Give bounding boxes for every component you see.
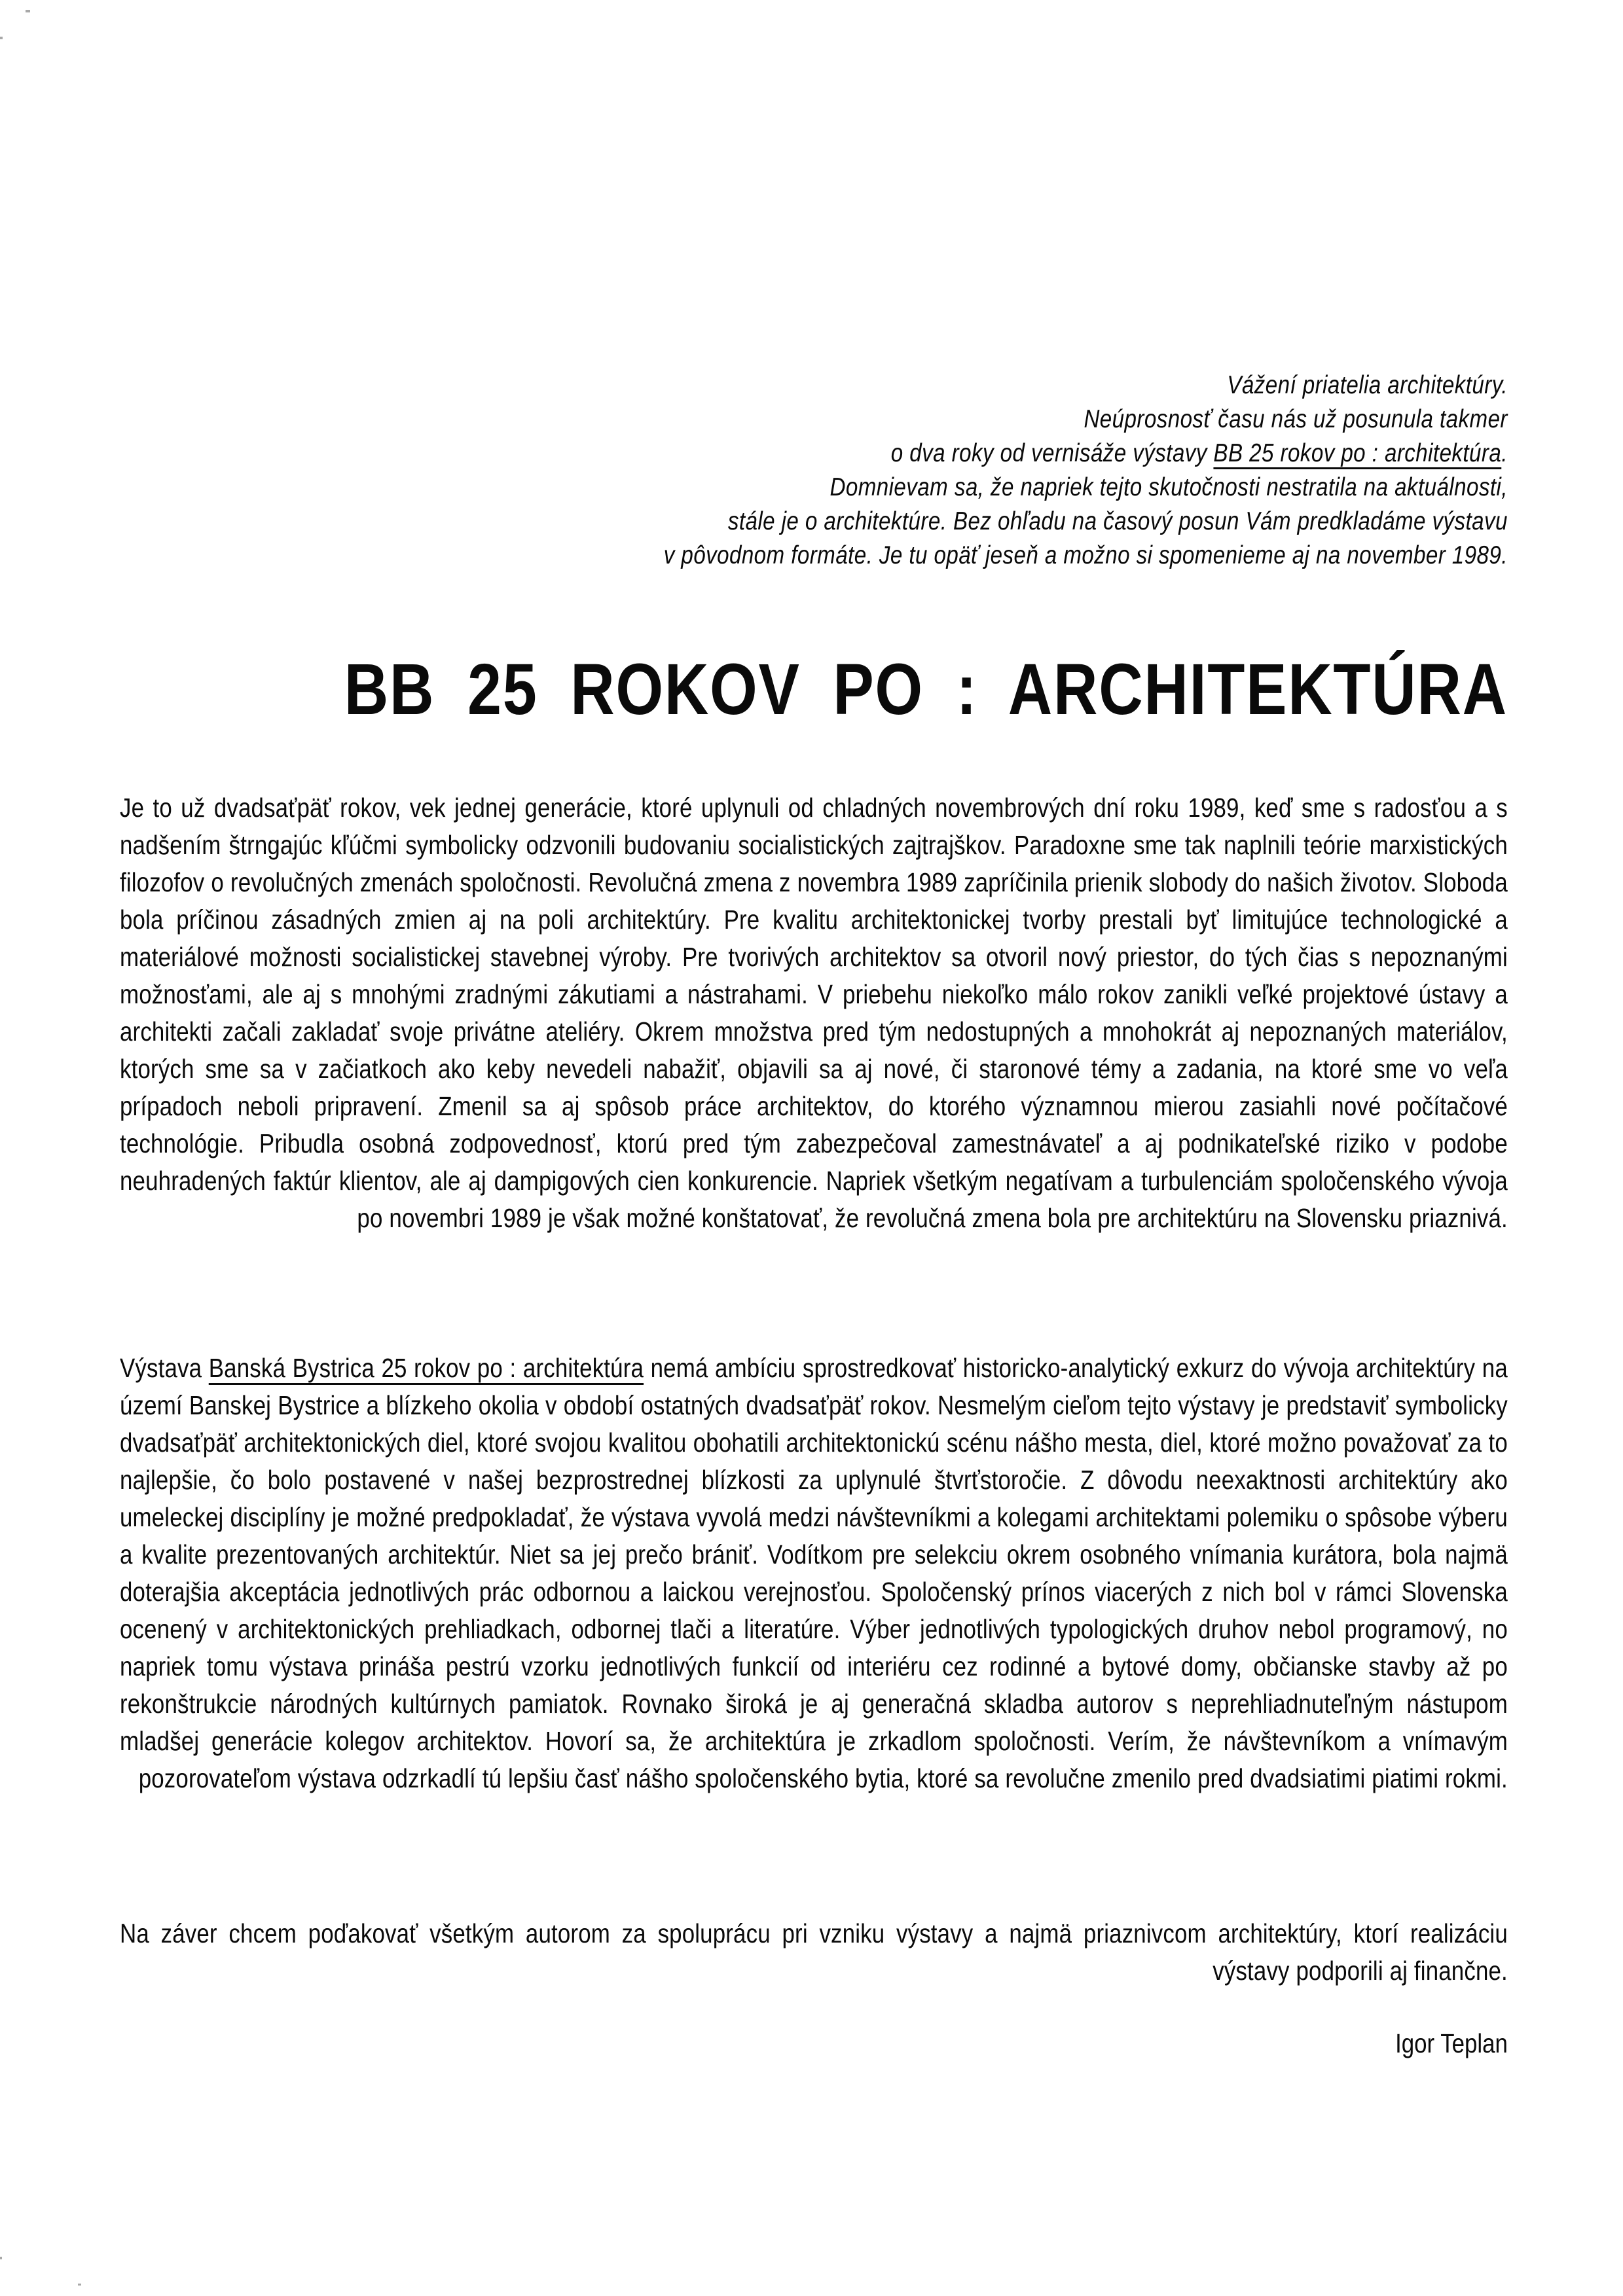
body-paragraph-1 — [120, 789, 1508, 1237]
text-segment: . — [1501, 439, 1508, 467]
preamble-line — [120, 471, 1508, 505]
preamble-line — [120, 368, 1508, 403]
text-segment: o dva roky od vernisáže výstavy — [890, 439, 1214, 467]
text-segment: Výstava — [120, 1353, 209, 1383]
preamble-line — [120, 437, 1508, 471]
text-segment: Na záver chcem poďakovať všetkým autorom za spoluprácu pri vzniku výstavy a najmä priaznivcom architektúry, ktorí realizáciu výstavy podporili aj finančne. — [120, 1918, 1508, 1986]
text-column — [120, 0, 1508, 2296]
text-segment: nemá ambíciu sprostredkovať historicko-analytický exkurz do vývoja architektúry na území Banskej Bystrice a blízkeho okolia v období ostatných dvadsaťpäť rokov. Nesmelým cieľom tejto výstavy je predstaviť symbolicky dvadsaťpäť architektonických diel, ktoré svojou kvalitou obohatili architektonickú scénu nášho mesta, diel, ktoré možno považovať za to najlepšie, čo bolo postavené v našej bezprostrednej blízkosti za uplynulé štvrťstoročie. Z dôvodu neexaktnosti architektúry ako umeleckej disciplíny je možné predpokladať, že výstava vyvolá medzi návštevníkmi a kolegami architektami polemiku o spôsobe výberu a kvalite prezentovaných architektúr. Niet sa jej prečo brániť. Vodítkom pre selekciu okrem osobného vnímania kurátora, bola najmä doterajšia akceptácia jednotlivých prác odbornou a laickou verejnosťou. Spoločenský prínos viacerých z nich bol v rámci Slovenska ocenený v architektonických prehliadkach, odbornej tlači a literatúre. Výber jednotlivých typologických druhov nebol programový, no napriek tomu výstava prináša pestrú vzorku jednotlivých funkcií od interiéru cez rodinné a bytové domy, občianske stavby až po rekonštrukcie národných kultúrnych pamiatok. Rovnako široká je aj generačná skladba autorov s neprehliadnuteľným nástupom mladšej generácie kolegov architektov. Hovorí sa, že architektúra je zrkadlom spoločnosti. Verím, že návštevníkom a vnímavým pozorovateľom výstava odzrkadlí tú lepšiu časť nášho spoločenského bytia, ktoré sa revolučne zmenilo pred dvadsiatimi piatimi rokmi. — [120, 1353, 1508, 1793]
underlined-phrase: Banská Bystrica 25 rokov po : architektúra — [208, 1353, 644, 1383]
preamble-line — [120, 505, 1508, 539]
text-segment: stále je o architektúre. Bez ohľadu na časový posun Vám predkladáme výstavu — [727, 507, 1508, 535]
scan-artifact — [78, 2284, 81, 2286]
scan-artifact — [0, 37, 3, 39]
preamble — [120, 368, 1508, 573]
text-segment: Je to už dvadsaťpäť rokov, vek jednej generácie, ktoré uplynuli od chladných novembrových dní roku 1989, keď sme s radosťou a s nadšením štrngajúc kľúčmi symbolicky odzvonili budovaniu socialistických zajtrajškov. Paradoxne sme tak naplnili teórie marxistických filozofov o revolučných zmenách spoločnosti. Revolučná zmena z novembra 1989 zapríčinila prienik slobody do našich životov. Sloboda bola príčinou zásadných zmien aj na poli architektúry. Pre kvalitu architektonickej tvorby prestali byť limitujúce technologické a materiálové možnosti socialistickej stavebnej výroby. Pre tvorivých architektov sa otvoril nový priestor, do tých čias s nepoznanými možnosťami, ale aj s mnohými zradnými zákutiami a nástrahami. V priebehu niekoľko málo rokov zanikli veľké projektové ústavy a architekti začali zakladať svoje privátne ateliéry. Okrem množstva pred tým nedostupných a mnohokrát aj nepoznaných materiálov, ktorých sme sa v začiatkoch ako keby nevedeli nabažiť, objavili sa aj nové, či staronové témy a zadania, na ktoré sme vo veľa prípadoch neboli pripravení. Zmenil sa aj spôsob práce architektov, do ktorého významnou mierou zasiahli nové počítačové technológie. Pribudla osobná zodpovednosť, ktorú pred tým zabezpečoval zamestnávateľ a aj podnikateľské riziko v podobe neuhradených faktúr klientov, ale aj dampigových cien konkurencie. Napriek všetkým negatívam a turbulenciám spoločenského vývoja po novembri 1989 je však možné konštatovať, že revolučná zmena bola pre architektúru na Slovensku priaznivá. — [120, 793, 1508, 1233]
text-segment: v pôvodnom formáte. Je tu opäť jeseň a možno si spomenieme aj na november 1989. — [663, 541, 1508, 569]
text-segment: Domnievam sa, že napriek tejto skutočnosti nestratila na aktuálnosti, — [830, 473, 1508, 501]
scan-artifact — [0, 2257, 2, 2259]
text-segment: Vážení priatelia architektúry. — [1227, 371, 1508, 399]
signature: Igor Teplan — [1395, 2028, 1508, 2058]
body-paragraph-3 — [120, 1915, 1508, 1990]
preamble-line — [120, 403, 1508, 437]
scan-artifact — [26, 10, 30, 12]
preamble-line — [120, 539, 1508, 573]
page-title: BB 25 ROKOV PO : ARCHITEKTÚRA — [344, 649, 1508, 730]
underlined-phrase: BB 25 rokov po : architektúra — [1213, 439, 1502, 467]
body-paragraph-2 — [120, 1350, 1508, 1797]
text-segment: Neúprosnosť času nás už posunula takmer — [1084, 405, 1508, 433]
